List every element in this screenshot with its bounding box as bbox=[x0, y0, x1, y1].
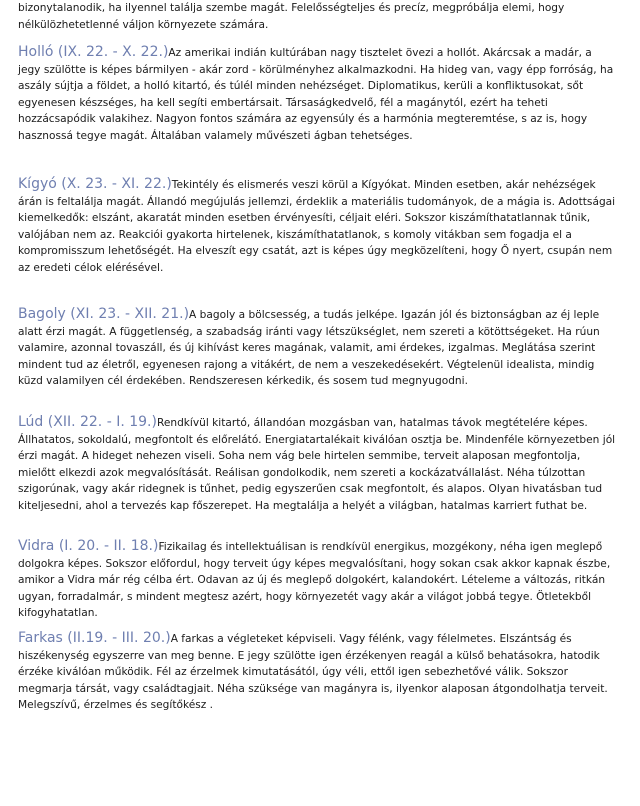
sign-text-kigyo: Tekintély és elismerés veszi körül a Kígyókat. Minden esetben, akár nehézségek árán is feltalálja magát. Állandó megújulás jellemzi, érdeklik a materiális tudományok, de a mágia is. Adottságai kiemelkedők: elszánt, akaratát minden esetben érvényesíti, céljait eléri. Sokszor kiszámíthatatlannak tűnik, valójában nem az. Reakciói gyakorta hirtelenek, kiszámíthatatlanok, s komoly vitákban sem fogadja el a kompromisszum lehetőségét. Ha elveszít egy csatát, azt is képes úgy megközelíteni, hogy Ő nyert, csupán nem az eredeti célok elérésével. bbox=[18, 179, 616, 274]
sign-title-bagoly: Bagoly (XI. 23. - XII. 21.) bbox=[18, 306, 190, 322]
entry-hollo bbox=[18, 44, 616, 145]
entry-lud bbox=[18, 414, 616, 515]
sign-title-hollo: Holló (IX. 22. - X. 22.) bbox=[18, 44, 169, 60]
entry-vidra bbox=[18, 538, 616, 622]
sign-text-lud: Rendkívül kitartó, állandóan mozgásban van, hatalmas távok megtételére képes. Állhatatos, sokoldalú, megfontolt és előrelátó. Energiatartalékait kiválóan osztja be. Mindenféle környezetben jól érzi magát. A hideget nehezen viseli. Soha nem vág bele hirtelen semmibe, terveit alaposan megfontolja, mielőtt elkezdi azok megvalósítását. Reálisan gondolkodik, nem szereti a kockázatvállalást. Néha túlzottan szigorúnak, vagy akár ridegnek is tűnhet, pedig egyszerűen csak megfontolt, és alapos. Olyan hivatásban tud kiteljesedni, ahol a tervezés kap főszerepet. Ha megtalálja a helyét a világban, hatalmas karriert futhat be. bbox=[18, 417, 616, 512]
entry-bagoly bbox=[18, 306, 616, 390]
sign-text-farkas: A farkas a végleteket képviseli. Vagy félénk, vagy félelmetes. Elszántság és hiszékenység egyszerre van meg benne. E jegy szülötte igen érzékenyen reagál a külső behatásokra, hatodik érzéke kiválóan működik. Fél az érzelmek kimutatásától, úgy véli, ettől igen sebezhetővé válik. Sokszor megmarja társát, vagy családtagjait. Néha szüksége van magányra is, ilyenkor alaposan átgondolhatja terveit. Melegszívű, érzelmes és segítőkész . bbox=[18, 633, 608, 712]
sign-title-farkas: Farkas (II.19. - III. 20.) bbox=[18, 630, 171, 646]
intro-text: bizonytalanodik, ha ilyennel találja szembe magát. Felelősségteljes és precíz, megpróbálja elemi, hogy nélkülözhetetlenné váljon környezete számára. bbox=[18, 2, 565, 31]
sign-title-vidra: Vidra (I. 20. - II. 18.) bbox=[18, 538, 159, 554]
intro-paragraph bbox=[18, 0, 616, 33]
sign-text-vidra: Fizikailag és intellektuálisan is rendkívül energikus, mozgékony, néha igen meglepő dolgokra képes. Sokszor előfordul, hogy terveit úgy képes megvalósítani, hogy sokan csak akkor kapnak észbe, amikor a Vidra már rég célba ért. Odavan az új és meglepő dolgokért, kalandokért. Lételeme a változás, ritkán ugyan, forradalmár, s mindent megtesz azért, hogy környezetét vagy akár a világot jobbá tegye. Ötletekből kifogyhatatlan. bbox=[18, 541, 611, 620]
entry-farkas bbox=[18, 630, 616, 714]
sign-text-bagoly: A bagoly a bölcsesség, a tudás jelképe. Igazán jól és biztonságban az éj leple alatt érzi magát. A függetlenség, a szabadság iránti vagy létszükséglet, nem szereti a kötöttségeket. Ha rúun valamire, azonnal tovaszáll, és új kihívást keres magának, valamit, ami érdekes, izgalmas. Meglátása szerint mindent tud az életről, egyenesen rajong a vitákért, de nem a veszekedésekért. Végtelenül idealista, mindig küzd valamilyen cél érdekében. Rendszeresen kérkedik, és sosem tud megnyugodni. bbox=[18, 309, 600, 388]
sign-title-kigyo: Kígyó (X. 23. - XI. 22.) bbox=[18, 176, 172, 192]
sign-text-hollo: Az amerikai indián kultúrában nagy tisztelet övezi a hollót. Akárcsak a madár, a jegy szülötte is képes bármilyen - akár zord - körülményhez alkalmazkodni. Ha hideg van, vagy épp forróság, ha aszály sújtja a földet, a holló kitartó, és túlél minden nehézséget. Diplomatikus, kerüli a konfliktusokat, sőt egyenesen készséges, ha kell segíti embertársait. Társaságkedvelő, fél a magánytól, ezért ha teheti hozzácsapódik valakihez. Nagyon fontos számára az egyensúly és a harmónia megteremtése, s az is, hogy hasznossá tegye magát. Általában valamely művészeti ágban tehetséges. bbox=[18, 47, 614, 142]
entry-kigyo bbox=[18, 176, 616, 277]
sign-title-lud: Lúd (XII. 22. - I. 19.) bbox=[18, 414, 157, 430]
